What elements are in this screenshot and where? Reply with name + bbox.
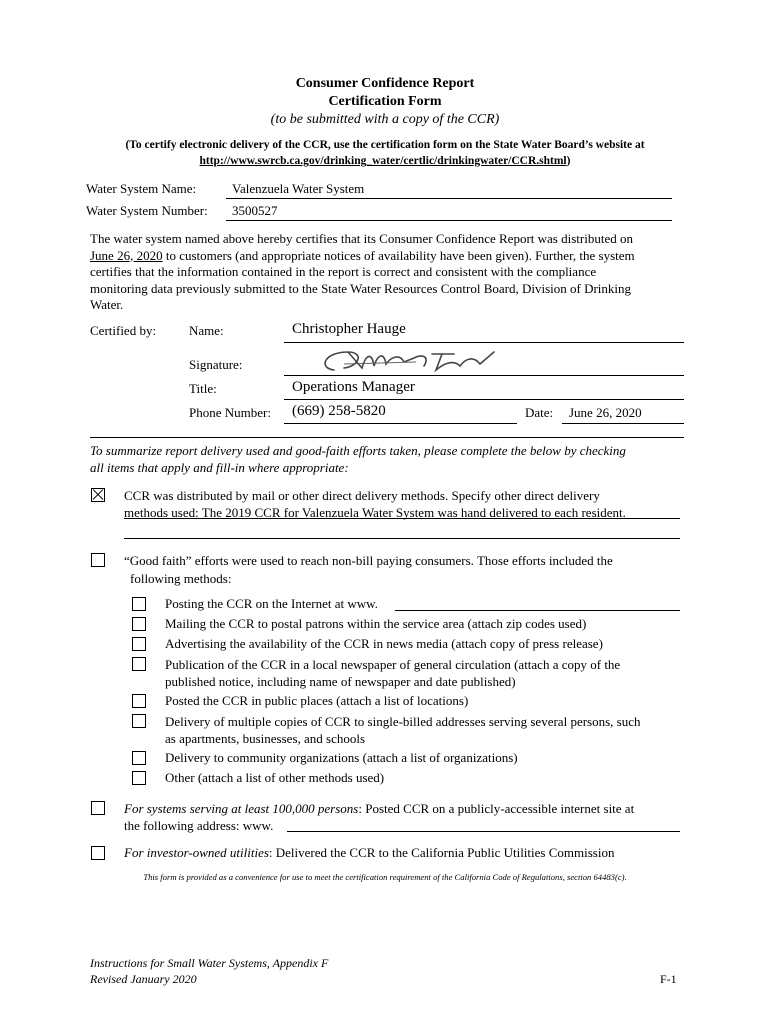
good-faith-line-1: “Good faith” efforts were used to reach non-bill paying consumers. Those efforts included the	[124, 553, 613, 568]
method-publication: Publication of the CCR in a local newspaper of general circulation (attach a copy of the published notice, including name of newspaper and date published)	[165, 657, 621, 689]
name-label: Name:	[189, 323, 224, 338]
electronic-delivery-notice: (To certify electronic delivery of the CCR, use the certification form on the State Water Board’s website at	[125, 139, 645, 151]
paragraph-line-2: June 26, 2020 to customers (and appropriate notices of availability have been given). Further, the system	[90, 247, 635, 263]
good-faith-line-2: following methods:	[130, 571, 232, 586]
title-line	[284, 399, 684, 400]
internet-address-line	[395, 610, 680, 611]
delivery-methods-value[interactable]: The 2019 CCR for Valenzuela Water System was hand delivered to each resident.	[201, 505, 626, 520]
method-multiple-copies: Delivery of multiple copies of CCR to single-billed addresses serving several persons, such as apartments, businesses, and schools	[165, 714, 641, 746]
paragraph-line-3: certifies that the information contained in the report is correct and consistent with the compliance	[90, 264, 597, 280]
footer-instructions: Instructions for Small Water Systems, Appendix F	[90, 956, 329, 970]
paragraph-line-4: monitoring data previously submitted to the State Water Resources Control Board, Division of Drinking	[90, 280, 632, 296]
date-value[interactable]: June 26, 2020	[569, 405, 642, 420]
large-system-text	[124, 800, 680, 834]
phone-line	[284, 423, 517, 424]
summary-line-1: To summarize report delivery used and good-faith efforts taken, please complete the below by checking	[90, 443, 626, 458]
mail-delivery-text	[124, 487, 680, 521]
title-value[interactable]: Operations Manager	[292, 379, 415, 395]
certification-paragraph	[90, 231, 680, 314]
method-checkbox[interactable]	[132, 694, 146, 708]
method-checkbox[interactable]	[132, 637, 146, 651]
name-line	[284, 342, 684, 343]
disclaimer: This form is provided as a convenience for use to meet the certification requirement of the California Code of Regulations, section 64483(c).	[143, 872, 627, 882]
title-label: Title:	[189, 381, 217, 396]
ccr-certification-link[interactable]: http://www.swrcb.ca.gov/drinking_water/certlic/drinkingwater/CCR.shtml	[199, 155, 567, 167]
delivery-methods-line	[124, 518, 680, 519]
method-checkbox[interactable]	[132, 771, 146, 785]
distribution-date: June 26, 2020	[90, 247, 163, 263]
mail-delivery-line-1: CCR was distributed by mail or other direct delivery methods. Specify other direct delivery	[124, 488, 600, 503]
summary-line-2: all items that apply and fill-in where appropriate:	[90, 459, 349, 475]
large-system-address-line	[287, 831, 680, 832]
signature-label: Signature:	[189, 357, 243, 372]
water-system-name-value[interactable]: Valenzuela Water System	[232, 181, 365, 196]
phone-value[interactable]: (669) 258-5820	[292, 403, 386, 419]
method-internet: Posting the CCR on the Internet at www.	[165, 596, 378, 611]
method-other: Other (attach a list of other methods used)	[165, 770, 385, 785]
good-faith-text	[124, 552, 680, 588]
investor-owned-text: For investor-owned utilities: Delivered the CCR to the California Public Utilities Commission	[124, 845, 615, 860]
signature-stroke	[325, 352, 494, 370]
large-system-checkbox[interactable]	[91, 801, 105, 815]
method-checkbox[interactable]	[132, 657, 146, 671]
form-title: Consumer Confidence Report	[295, 76, 475, 91]
large-system-line-2: the following address: www.	[124, 818, 274, 833]
certified-by-label: Certified by:	[90, 323, 157, 338]
paragraph-line-1: The water system named above hereby certifies that its Consumer Confidence Report was distributed on	[90, 231, 633, 246]
notice-close: )	[566, 155, 571, 167]
signature-image[interactable]	[304, 344, 514, 378]
large-system-line-1: For systems serving at least 100,000 persons: Posted CCR on a publicly-accessible internet site at	[124, 801, 635, 816]
water-system-name-line	[226, 198, 672, 199]
method-checkbox[interactable]	[132, 617, 146, 631]
delivery-methods-extra-line	[124, 538, 680, 539]
summary-instructions	[90, 443, 680, 476]
investor-owned-checkbox[interactable]	[91, 846, 105, 860]
notice-url-line	[0, 155, 770, 167]
method-community-orgs: Delivery to community organizations (attach a list of organizations)	[165, 750, 518, 765]
phone-label: Phone Number:	[189, 405, 271, 420]
method-advertising: Advertising the availability of the CCR in news media (attach copy of press release)	[165, 636, 603, 651]
mail-delivery-checkbox[interactable]	[91, 488, 105, 502]
method-checkbox[interactable]	[132, 597, 146, 611]
form-instruction: (to be submitted with a copy of the CCR)	[270, 112, 500, 127]
method-mailing: Mailing the CCR to postal patrons within the service area (attach zip codes used)	[165, 616, 587, 631]
good-faith-checkbox[interactable]	[91, 553, 105, 567]
paragraph-line-5: Water.	[90, 297, 124, 313]
mail-delivery-line-2: methods used: The 2019 CCR for Valenzuela Water System was hand delivered to each resident.	[124, 505, 626, 520]
section-divider	[90, 437, 684, 438]
method-checkbox[interactable]	[132, 751, 146, 765]
date-label: Date:	[525, 405, 554, 420]
water-system-number-line	[226, 220, 672, 221]
form-subtitle: Certification Form	[328, 94, 442, 109]
water-system-name-label: Water System Name:	[86, 181, 197, 196]
footer-revised: Revised January 2020	[90, 972, 197, 986]
water-system-number-label: Water System Number:	[86, 203, 208, 218]
date-line	[562, 423, 684, 424]
name-value[interactable]: Christopher Hauge	[292, 321, 406, 337]
water-system-number-value[interactable]: 3500527	[232, 203, 278, 218]
method-checkbox[interactable]	[132, 714, 146, 728]
page-number: F-1	[660, 972, 677, 986]
method-public-places: Posted the CCR in public places (attach a list of locations)	[165, 693, 469, 708]
signature-line	[284, 375, 684, 376]
